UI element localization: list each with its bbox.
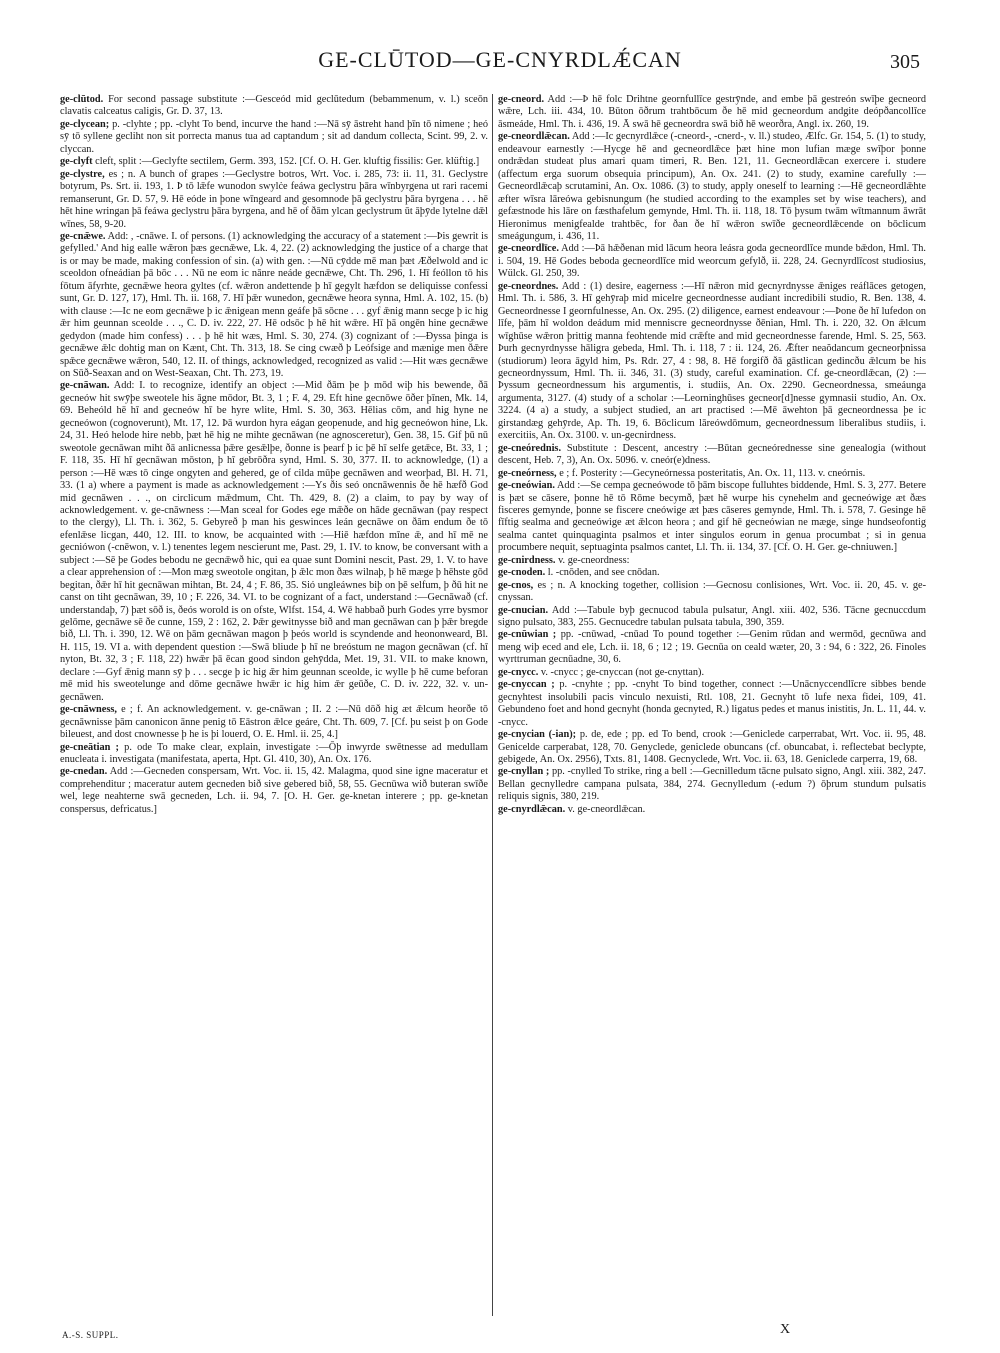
entry-text: Add : (1) desire, eagerness :—Hī nǣron mid gecnyrdnysse ǣniges reáflāces getogen, Hml. Th. i. 586, 3. Hī gehȳraþ mid micelre gecneordnesse audiant incredibili studio, R. Ben. 138, 4. Gecneordnesse I geornfulnesse, An. Ox. 295. (2) diligence, earnest endeavour :—Þone ðe hī lufedon on līfe, þām hī woldon deádum mid menniscre gecneordnysse ðēnian, Hml. Th. i. 220, 32. On ǣlcum wīghūse wǣron þrittig manna feohtende mid crǣfte and mid gecneordnesse farende, Hml. S. 25, 563. Þurh gecnyrdnysse hāligra gebeda, Hml. Th. i. 118, 7 : ii. 124, 26. Ǣfter neaŏdancum gecneorþnissa (studiorum) leora āgyld him, Ps. Rdr. 27, 4 : 98, 8. Hē forgifð ðā gāstlican gedincðu ǣlcum be his gecneordnyssum, Hml. Th. ii. 346, 31. (3) study, careful examination. Cf. ge-cneordlǣcan, (2) :—Þyssum gecneordnessum his argumentis, i. studiis, An. Ox. 2290. Gecneordnessa, smeáunga argumenta, 3127. (4) study of a scholar :—Leorninghūses gecneor[d]nesse gymnasii studio, An. Ox. 3224. (4 a) a study, a subject studied, an art practised :—Mē āwehton þā gecneordnessa þe ic girstandæg gehȳrde, Ap. Th. 19, 6. Bōclicum lāreówdōmum, gecneordnessum liberalibus studiis, i. exercitiis, An. Ox. 3100. v. un-gecnirdness. bbox=[498, 280, 926, 442]
headword: ge-cneordlīce. bbox=[498, 243, 559, 255]
entry-text: v. -cnycc ; ge-cnyccan (not ge-cnyttan). bbox=[540, 666, 705, 678]
headword: ge-cneordlǣcan. bbox=[498, 131, 570, 143]
headword: ge-cnyllan ; bbox=[498, 766, 550, 778]
dictionary-entry bbox=[498, 567, 926, 579]
headword: ge-cnedan. bbox=[60, 766, 108, 778]
running-head bbox=[0, 47, 1000, 77]
entry-text: Substitute : Descent, ancestry :—Būtan gecneórednesse sine genealogia (without descent, Heb. 7, 3), An. Ox. 5096. v. cneór(e)dness. bbox=[498, 442, 926, 467]
headword: ge-cnǣwe. bbox=[60, 230, 106, 242]
headword: ge-cnyrdlǣcan. bbox=[498, 803, 566, 815]
dictionary-entry bbox=[60, 156, 488, 168]
headword: ge-cneātian ; bbox=[60, 741, 119, 753]
left-column bbox=[60, 94, 488, 1318]
dictionary-entry bbox=[498, 443, 926, 468]
headword: ge-clyft bbox=[60, 156, 93, 168]
headword: ge-cnāwan. bbox=[60, 380, 110, 392]
entry-text: e ; f. Posterity :—Gecyneórnessa posteritatis, An. Ox. 11, 113. v. cneórnis. bbox=[559, 467, 866, 479]
dictionary-entry bbox=[498, 131, 926, 243]
entry-text: es ; n. A knocking together, collision :—Gecnosu conlisiones, Wrt. Voc. ii. 20, 45. v. ge-cnyssan. bbox=[498, 579, 926, 604]
entry-text: p. de, ede ; pp. ed To bend, crook :—Geniclede carperrabat, Wrt. Voc. ii. 95, 48. Genicelde carperabat, 128, 70. Genyclede, geniclede obuncans (cf. obuncabat, i. reflectebat beclypte, gebigede, An. Ox. 2956), Txts. 81, 1408. Gecnyclede, Wrt. Voc. ii. 63, 18. Geniclede carperra, 19, 68. bbox=[498, 729, 926, 766]
entry-text: es ; n. A bunch of grapes :—Geclystre botros, Wrt. Voc. i. 285, 73: ii. 11, 31. Geclystre botyrum, Ps. Srt. ii. 193, 1. Þ tō lǣfe wunodon swylċe feáwa geclystru þāra wīnbyrgena ut rari racemi remanserunt, Gr. D. 57, 9. Hē eóde in þone wīngeard and gesomnode þā geclystru þāra byrgena . . . hē hēt hine wringan þā feáwa geclystru þāra byrgena, and hē of ðām ylcan geclystrum ūt āþȳde lytelne dǣl wīnes, 58, 9-20. bbox=[60, 168, 488, 230]
entry-text: pp. -cnylled To strike, ring a bell :—Gecnilledum tācne pulsato signo, Angl. xiii. 382, 247. Bellan gecnylledre campana pulsata, 384, 274. Gecnylledum (-edum ?) ōþrum stundum pulsatis reliquis signis, 380, 219. bbox=[498, 766, 926, 803]
dictionary-entry bbox=[60, 766, 488, 816]
entry-text: p. -cnyhte ; pp. -cnyht To bind together, connect :—Unācnyccendlīcre sibbes bende gecnyhtest insolubili pacis vinculo nexuisti, Rtl. 108, 21. Gecnyht tō lufe nexa fidei, 109, 41. Gebundeno foet and hond gecnyht (honda gecnyted, R.) ligatus pedes et manus inistitis, Jn. L. 11, 44. v. -cnycc. bbox=[498, 679, 926, 728]
dictionary-entry bbox=[498, 804, 926, 816]
page-number: 305 bbox=[890, 51, 920, 73]
dictionary-entry bbox=[498, 629, 926, 666]
headword: ge-cneórednis. bbox=[498, 442, 562, 454]
dictionary-entry bbox=[498, 555, 926, 567]
entry-text: e ; f. An acknowledgement. v. ge-cnāwan ; II. 2 :—Nū dōð hig æt ǣlcum heorðe tō gecnāwnisse þām canonicon ānne penig tō Eāstron ǣlce geáre, Cht. Th. 609, 7. [Cf. þu seist þ on Gode bileuest, and dost cnownesse þ he is þi louerd, O. E. Hml. ii. 25, 4.] bbox=[60, 704, 488, 741]
page-title: GE-CLŪTOD—GE-CNYRDLǼCAN bbox=[318, 47, 682, 72]
entry-text: Add :—Se cempa gecneówode tō þām biscope fulluhtes biddende, Hml. S. 3, 277. Betere is þæt se cāsere, þonne hē tō Rōme becymð, þæt hē wurpe his cynehelm and gecneówige æt ðæs fisceres gemynde, þonne se fiscere cneówige æt þæs cāseres gemynde, Hml. Th. i. 578, 7. Gesinge hē fīftig sealma and gecneówige æt ǣlcon heora ; and gif hē gecneówian ne mæge, singe hundseofontig sealma cantet quinquaginta psalmos et inter singulos eorum in genua procumbat ; si in genua procumbere nequit, septuaginta psalmos cantet, Ll. Th. ii. 134, 37. [Cf. O. H. Ger. ge-chniuwen.] bbox=[498, 480, 926, 554]
dictionary-entry bbox=[60, 231, 488, 380]
headword: ge-cnyccan ; bbox=[498, 679, 555, 691]
dictionary-entry bbox=[498, 468, 926, 480]
entry-text: Add :—Þā hǣðenan mid lācum heora leásra goda gecneordlīce munde bǣdon, Hml. Th. i. 504, 19. Hē Godes beboda gecneordlīce mid weorcum gefylð, ii. 228, 24. Gecnyrdlīcost studiosius, Wülck. Gl. 250, 39. bbox=[498, 243, 926, 280]
dictionary-entry bbox=[498, 729, 926, 766]
headword: ge-cneord. bbox=[498, 94, 545, 105]
headword: ge-cnycc. bbox=[498, 666, 539, 678]
gathering-mark: X bbox=[780, 1322, 791, 1337]
dictionary-entry bbox=[498, 605, 926, 630]
headword: ge-cnoden. bbox=[498, 567, 546, 579]
headword: ge-cnycian (-ian); bbox=[498, 729, 577, 741]
dictionary-entry bbox=[498, 766, 926, 803]
column-divider bbox=[492, 94, 493, 1316]
dictionary-entry bbox=[498, 667, 926, 679]
headword: ge-cnucian. bbox=[498, 604, 549, 616]
dictionary-entry bbox=[60, 119, 488, 156]
signature-mark: A.-S. SUPPL. bbox=[62, 1330, 119, 1340]
entry-text: Add: I. to recognize, identify an object :—Mid ðām þe þ mōd wiþ his bewende, ðā gecneów hit swȳþe sweotele his āgne mōdor, Bt. 3, 1 ; F. 4, 29. Eft hine gecnōwe ōðer þīnen, Mk. 14, 69. Beheóld hē hī and gecneów hī be hyre wlite, Hml. S. 30, 363. Hēlias cōm, and hig hyne ne gecneówon (cognoverunt), Mt. 17, 12. Þā wurdon hyra eágan geopenude, and hig gecneówon hine, Lk. 24, 31. Heó helode hire nebb, þæt hē hig ne mihte gecnāwan (ne agnosceretur), Gen. 38, 15. Gif þū nū sweotole gecnāwan miht ðā anlicnessa þǣre gesǣlþe, ðonne is þearf þ ic þē hī selfe getǣce, Bt. 33, 1 ; F. 118, 35. Hī hī gecnāwan mōston, þ hī gebrōðra synd, Hml. S. 30, 377. II. to acknowledge, (1) a person :—Hē wæs tō cinge ongyten and gehered, ge of cilda mūþe gecnāwen and weorþad, Bl. H. 71, 33. (1 a) where a payment is made as acknowledgement :—Ys ðis seó oncnāwennis ðe hē hæfð God mid gecnāwen . . ., on circlicum mǣdmum, Cht. Th. 429, 8. (2) a claim, to pay by way of acknowledgement. v. ge-cnāwness :—Man sceal for Godes ege mǣðe on hāde gecnāwan (pay respect to the clergy), Ll. Th. i. 362, 5. Gebyreð þ man his geswinces leán gecnāwe on ðām endum ðe tō efenlǣse licgan, 440, 12. III. to know, be acquainted with :—Hiē hæfdon mīne ǣ, and hī mē ne gecniówon (-cnēwon, v. l.) tenentes legem nescierunt me, Past. 29, 1. IV. to know, be conversant with a subject :—Sē þe Godes bebodu ne gecnǣwð hic, qui ea quae sunt Domini nescit, Past. 29, 1. V. to have a clear apprehension of :—Mon mæg sweotole ongitan, þ ǣlc mon ðæs wilnaþ, þ hē mæge þ hēhste gōd begitan, ðǣr hī hit gecnāwan mihtan, Bt. 24, 4 ; F. 86, 35. Sió ungleáwnes biþ on þē selfum, þ ðū hit ne canst on tiht gecnāwan, 39, 10 ; F. 226, 34. VI. to be cognizant of a fact, understand :—Gecnāwað (cf. understandaþ, 7) þæt sōð is, ðeós worold is on ofste, Wlfst. 154, 4. Wē habbað þurh Godes yrre bysmor gelōme, gecnāwe sē ðe cunne, 159, 2 : 162, 2. Þǣr gewitnysse bið and man gecnāwan can þ þǣr bregde bið, Ll. Th. i. 390, 12. Wē on þām gecnāwan magon þ þeós world is scyndende and heononweard, Bl. H. 115, 19. VI a. with dependent question :—Swā bliude þ hī ne breóstum ne magon gecnāwan (cf. hī nyton, Bt. 32, 3 ; F. 118, 22) hwǣr þā ēcan good sindon gehȳdda, Met. 19, 31. VII. to make known, declare :—Gyf ǣnig mann sȳ þ . . . secge þ ic hig ǣr him geunnan sceolde, ic wylle þ hē cume beforan mē mid his sweotelunge and dōme gecnāwe hwǣr ic hig him ǣr geūðe, C. D. iv. 222, 32. v. un-gecnāwen. bbox=[60, 380, 488, 703]
entry-text: l. -cnōden, and see cnōdan. bbox=[547, 567, 660, 579]
headword: ge-cneówian. bbox=[498, 480, 555, 492]
headword: ge-cnos, bbox=[498, 579, 534, 591]
dictionary-entry bbox=[498, 480, 926, 555]
headword: ge-cnirdness. bbox=[498, 554, 556, 566]
entry-text: Add :—Tabule byþ gecnucod tabula pulsatur, Angl. xiii. 402, 536. Tācne gecnuccdum signo pulsato, 383, 255. Gecnucedre tabulan pulsata tabula, 390, 359. bbox=[498, 604, 926, 629]
headword: ge-clycean; bbox=[60, 118, 110, 130]
right-column bbox=[498, 94, 926, 1318]
headword: ge-clystre, bbox=[60, 168, 105, 180]
headword: ge-clūtod. bbox=[60, 94, 104, 105]
entry-text: v. ge-cneordness: bbox=[558, 554, 630, 566]
headword: ge-cneórness, bbox=[498, 467, 557, 479]
entry-text: Add :—Gecneden conspersam, Wrt. Voc. ii. 15, 42. Malagma, quod sine igne maceratur et comprehenditur ; maceratur autem gecneden bið sive gebered bið, 58, 55. Gecnūwa wið buteran swīðe wel, lege neahterne swā gecneden, Lch. ii. 94, 7. [O. H. Ger. ge-knetan interere ; pp. ge-knetan conspersus, defricatus.] bbox=[60, 766, 488, 815]
dictionary-entry bbox=[498, 281, 926, 443]
dictionary-entry bbox=[60, 742, 488, 767]
entry-text: cleft, split :—Geclyfte sectilem, Germ. 393, 152. [Cf. O. H. Ger. kluftig fissilis: Ger. klüftig.] bbox=[95, 156, 480, 168]
entry-text: v. ge-cneordlǣcan. bbox=[567, 803, 646, 815]
dictionary-entry bbox=[498, 679, 926, 729]
headword: ge-cnāwness, bbox=[60, 704, 117, 716]
entry-text: p. -clyhte ; pp. -clyht To bend, incurve the hand :—Nā sȳ āstreht hand þīn tō nimene ; heó sȳ tō syllene gecliht non sit porrecta manus tua ad captandum ; sit ad dandum collecta, Scint. 99, 2. v. clyccan. bbox=[60, 118, 488, 155]
entry-text: pp. -cnūwad, -cnūad To pound together :—Genim rūdan and wermōd, gecnūwa and meng wiþ eced and ele, Lch. ii. 18, 6 ; 12 ; 19. Gecnūa on ceald wæter, 20, 3 : 94, 6 : 322, 26. Finoles wyrttruman gecnūadne, 30, 6. bbox=[498, 629, 926, 666]
dictionary-entry bbox=[60, 169, 488, 231]
headword: ge-cnūwian ; bbox=[498, 629, 557, 641]
entry-text: Add :—Þ hē folc Drihtne geornfullīce gestrȳnde, and embe þā gestreón swīþe gecneord wǣre, Lch. iii. 434, 10. Būton ōðrum trahtbōcum ðe hē mid gecneordum andgite deópðancollīce āsmeáde, Hml. Th. i. 436, 19. Ā swā hē gecneordra swā bið hē weorðra, Angl. ix. 260, 19. bbox=[498, 94, 926, 130]
dictionary-entry bbox=[60, 704, 488, 741]
entry-text: For second passage substitute :—Gesceód mid geclūtedum (bebammenum, v. l.) sceōn clavatis calceatus caligis, Gr. D. 37, 13. bbox=[60, 94, 488, 118]
headword: ge-cneordnes. bbox=[498, 280, 559, 292]
entry-text: p. ode To make clear, explain, investigate :—Ōþ inwyrde swētnesse ad medullam enucleata i. investigata (manifestata, aperta, Hpt. Gl. 410, 30), An. Ox. 176. bbox=[60, 741, 488, 766]
entry-text: Add: , -cnāwe. I. of persons. (1) acknowledging the accuracy of a statement :—Þis gewrit is gefylled.' And hig ealle wǣron þæs gecnǣwe, Lk. 4, 22. (2) acknowledging the justice of a charge that is or may be made, making confession of sin. (a) with gen. :—Nū cȳdde mē man þæt Æðelwold and ic sceoldon ofneádian þā bōc . . . Nū ne eom ic nānre neáde gecnǣwe, Cht. Th. 296, 1. Hī feóllon tō his fōtum āfyrhte, gecnǣwe heora gyltes (cf. wǣron andettende þ hī gegylt hæfdon se deliquisse confessi sunt, Gr. D. 127, 17), Hml. Th. ii. 168, 7. Hī þǣr wunedon, gecnǣwe heora synna, Hml. A. 102, 15. (b) with clause :—Ic ne eom gecnǣwe þ ic ǣnigean menn geáfe þā sōcne . . . gyf ǣnig mann secge þ ic hig ǣr him geunnan sceolde . . ., C. D. iv. 222, 27. Hē odsōc þ hē hit wǣre. Hī þā ongēn hine gecnǣwe gedydon (made him confess) . . . þ hē hit wæs, Hml. S. 30, 274. (3) cognizant of :—Ðyssa þinga is gecnǣwe ǣlc dohtig man on Kænt, Cht. Th. 313, 18. Se cing cwæð þ Leófsige and mænige men ðǣre spǣce gecnǣwe wǣron, 540, 12. II. of things, acknowledged, recognized as valid :—Hit wæs gecnǣwe on Sūð-Seaxan and on West-Seaxan, Cht. Th. 273, 19. bbox=[60, 230, 488, 379]
dictionary-entry bbox=[498, 580, 926, 605]
dictionary-entry bbox=[498, 243, 926, 280]
dictionary-entry bbox=[498, 94, 926, 131]
entry-text: Add :—Ic gecnyrdlǣce (-cneord-, -cnerd-, v. ll.) studeo, Ælfc. Gr. 154, 5. (1) to study, endeavour earnestly :—Hycge hē and gecneordlǣce þæt hine mon lufian mæge swīþor þonne ondrǣdan studeat plus amari quam timeri, R. Ben. 121, 11. Gecneordlǣcan exercere i. studere (affectum erga suorum obsequia principum), An. Ox. 241. (2) to study, examine carefully :—Gecneordlǣcaþ scrutamini, An. Ox. 1086. (3) to study, apply oneself to learning :—Hē gecneordlǣhte æfter wīsra lāreówa gebisnungum (he studied according to the examples set by wise teachers), and gefæstnode his lāre on fæsthafelum gemynde, Hml. Th. ii. 118, 18. Tō þysum twām wītmannum āwrāt Hieronimus menigfealde trahtbēc, for ðan ðe hī wǣron swīðe gecneordlǣcende on bōclicum smeágungum, i. 436, 11. bbox=[498, 131, 926, 242]
dictionary-entry bbox=[60, 380, 488, 704]
dictionary-entry bbox=[60, 94, 488, 119]
